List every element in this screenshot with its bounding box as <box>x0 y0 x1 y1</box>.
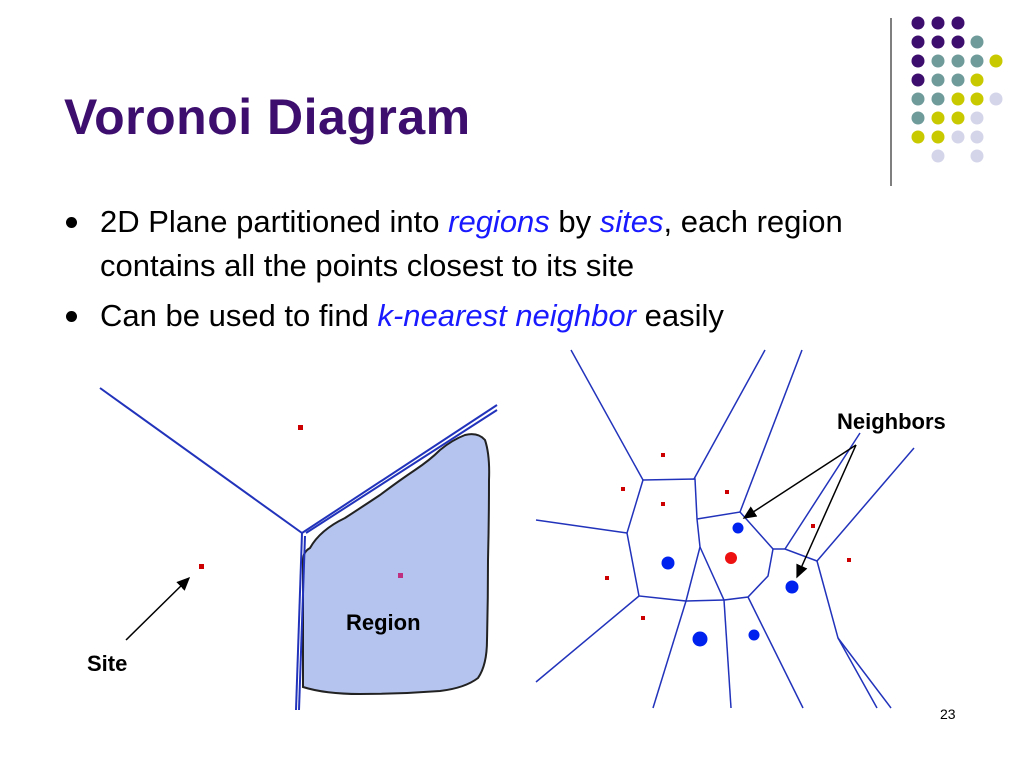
site-point <box>641 616 645 620</box>
neighbor-site <box>749 630 760 641</box>
voronoi-edge <box>740 350 802 512</box>
voronoi-edge <box>694 350 765 479</box>
bullet-text: Can be used to find <box>100 298 378 333</box>
neighbor-site <box>662 557 675 570</box>
emphasis-regions: regions <box>448 204 550 239</box>
region-label: Region <box>346 610 421 635</box>
bullet-text: easily <box>635 298 724 333</box>
slide-title: Voronoi Diagram <box>64 89 471 145</box>
neighbors-label: Neighbors <box>837 409 946 434</box>
voronoi-edge <box>748 597 803 708</box>
bullet-text: 2D Plane partitioned into <box>100 204 449 239</box>
site-point <box>621 487 625 491</box>
neighbor-site <box>693 632 708 647</box>
query-site <box>725 552 737 564</box>
voronoi-edge <box>571 350 643 480</box>
site-point <box>725 490 729 494</box>
bullet-text: by <box>549 204 600 239</box>
site-point <box>605 576 609 580</box>
voronoi-cell <box>773 549 877 708</box>
site-point <box>847 558 851 562</box>
voronoi-edge <box>536 520 627 533</box>
neighbor-site <box>786 581 799 594</box>
voronoi-edge <box>653 601 686 708</box>
emphasis-sites: sites <box>599 204 664 239</box>
bullet-text: , each region contains all the points closest to its site <box>100 204 843 283</box>
emphasis-knn: k-nearest neighbor <box>377 298 636 333</box>
site-point <box>661 502 665 506</box>
site-label: Site <box>87 651 128 676</box>
voronoi-edges-right <box>536 350 914 708</box>
site-point <box>661 453 665 457</box>
voronoi-edge <box>817 448 914 561</box>
site-point <box>811 524 815 528</box>
voronoi-edge <box>536 596 639 682</box>
voronoi-edge <box>838 638 891 708</box>
voronoi-edge <box>686 600 724 601</box>
page-number: 23 <box>940 706 956 722</box>
blue-sites <box>662 523 799 647</box>
neighbor-site <box>733 523 744 534</box>
voronoi-cell <box>627 479 700 601</box>
voronoi-edge <box>724 600 731 708</box>
